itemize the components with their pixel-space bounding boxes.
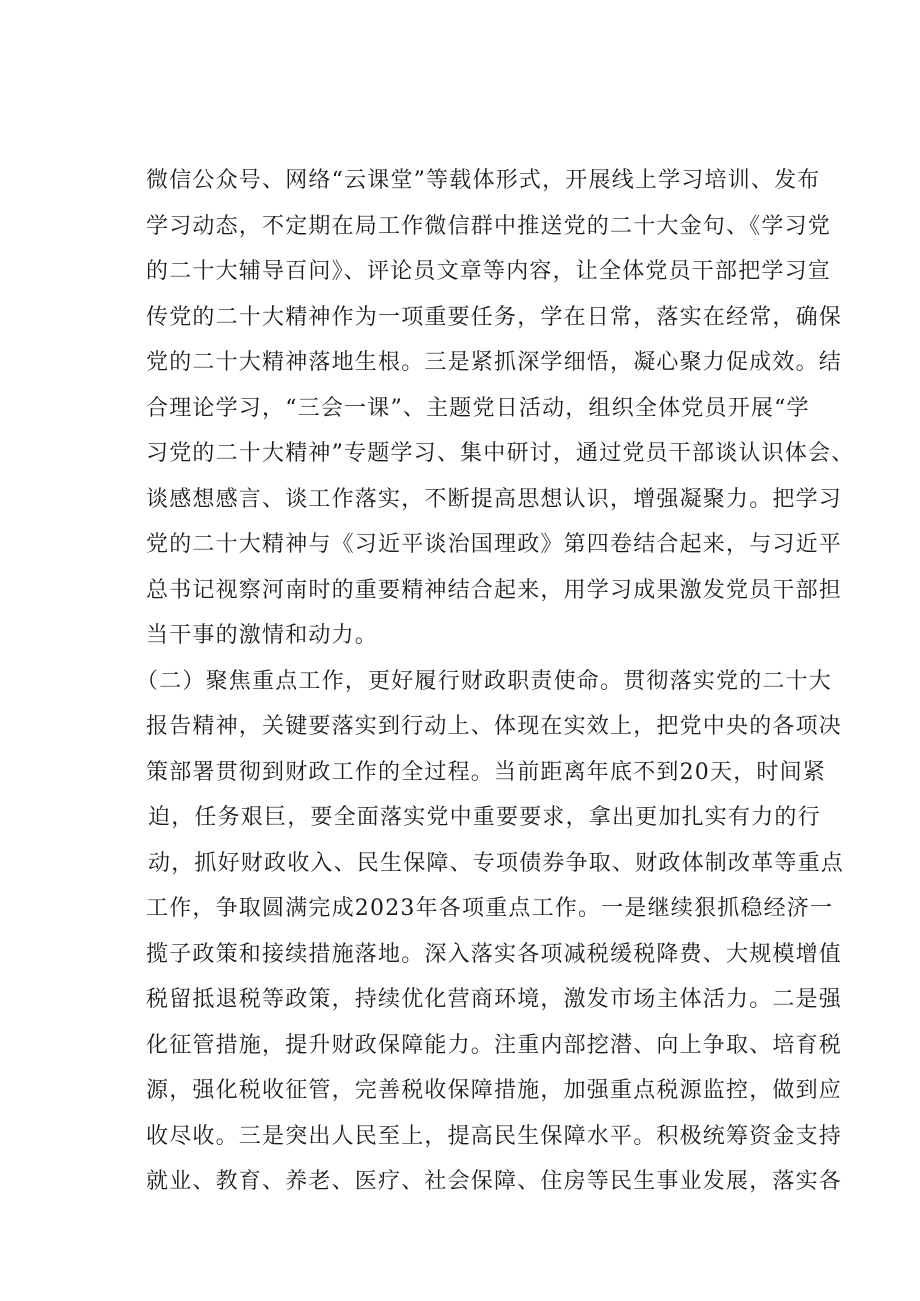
text-line: 收尽收。三是突出人民至上，提高民生保障水平。积极统筹资金支持 — [146, 1123, 843, 1149]
text-line: 传党的二十大精神作为一项重要任务，学在日常，落实在经常，确保 — [146, 304, 843, 330]
text-line: 迫，任务艰巨，要全面落实党中重要要求，拿出更加扎实有力的行 — [148, 805, 821, 830]
text-line: 当干事的激情和动力。 — [146, 623, 379, 648]
text-line: 揽子政策和接续措施落地。深入落实各项减税缓税降费、大规模增值 — [146, 941, 843, 967]
text-line: 的二十大辅导百问》、评论员文章等内容，让全体党员干部把学习宣 — [146, 259, 832, 284]
text-line: 动，抓好财政收入、民生保障、专项债券争取、财政体制改革等重点 — [148, 850, 845, 876]
document-body — [136, 158, 855, 1205]
text-line: 总书记视察河南时的重要精神结合起来，用学习成果激发党员干部担 — [146, 577, 843, 603]
text-line: 化征管措施，提升财政保障能力。注重内部挖潜、向上争取、培育税 — [146, 1032, 843, 1058]
text-line: 策部署贯彻到财政工作的全过程。当前距离年底不到20天，时间紧 — [146, 759, 826, 785]
text-line: 微信公众号、网络“云课堂”等载体形式，开展线上学习培训、发布 — [146, 168, 821, 193]
text-line: 工作，争取圆满完成2023年各项重点工作。一是继续狠抓稳经济一 — [146, 896, 834, 921]
text-line: 习党的二十大精神”专题学习、集中研讨，通过党员干部谈认识体会、 — [146, 441, 855, 466]
text-line: 税留抵退税等政策，持续优化营商环境，激发市场主体活力。二是强 — [146, 987, 843, 1012]
text-line: 党的二十大精神与《习近平谈治国理政》第四卷结合起来，与习近平 — [146, 532, 843, 557]
text-line: 报告精神，关键要落实到行动上、体现在实效上，把党中央的各项决 — [146, 714, 843, 739]
text-line: 谈感想感言、谈工作落实，不断提高思想认识，增强凝聚力。把学习 — [146, 486, 843, 512]
text-line: 源，强化税收征管，完善税收保障措施，加强重点税源监控，做到应 — [146, 1078, 843, 1103]
text-line: 党的二十大精神落地生根。三是紧抓深学细悟，凝心聚力促成效。结 — [146, 350, 843, 375]
section-heading-line: （二）聚焦重点工作，更好履行财政职责使命。贯彻落实党的二十大 — [136, 668, 833, 694]
text-line: 就业、教育、养老、医疗、社会保障、住房等民生事业发展，落实各 — [146, 1169, 843, 1194]
text-line: 学习动态，不定期在局工作微信群中推送党的二十大金句、《学习党 — [146, 213, 832, 239]
text-line: 合理论学习，“三会一课”、主题党日活动，组织全体党员开展“学 — [146, 395, 810, 421]
